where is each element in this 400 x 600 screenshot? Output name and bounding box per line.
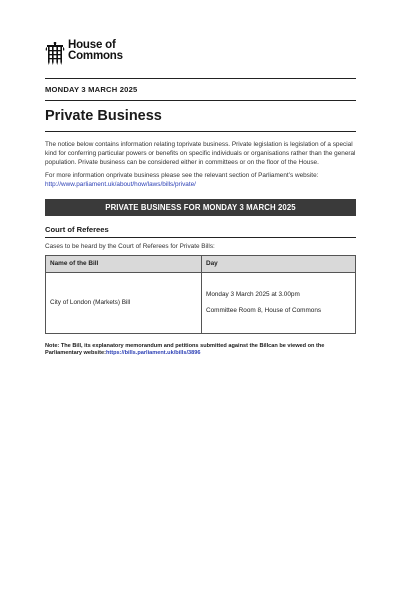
logo-line-1: House of bbox=[68, 39, 116, 51]
logo-line-2: Commons bbox=[68, 50, 123, 62]
table-header-row bbox=[46, 255, 356, 272]
hearing-location: Committee Room 8, House of Commons bbox=[206, 307, 322, 315]
private-business-banner: PRIVATE BUSINESS FOR MONDAY 3 MARCH 2025 bbox=[45, 199, 356, 216]
title-divider bbox=[45, 131, 356, 132]
bill-name-cell: City of London (Markets) Bill bbox=[46, 272, 202, 333]
document-page bbox=[45, 40, 356, 358]
portcullis-icon bbox=[45, 42, 65, 66]
bills-table bbox=[45, 255, 356, 334]
bill-link[interactable]: https://bills.parliament.uk/bills/3896 bbox=[105, 350, 201, 357]
intro-paragraph: The notice below contains information relating toprivate business. Private legislation is legislation of a special kind for conferring particular powers or benefits on specific individuals or organisations rather than the general population. Private business can be considered either in committees or on the floor of the House. bbox=[45, 141, 356, 166]
house-of-commons-logo bbox=[45, 40, 356, 70]
day-cell bbox=[202, 272, 356, 333]
logo-wordmark bbox=[68, 40, 123, 62]
note-text: Note: The Bill, its explanatory memorandum and petitions submitted against the Billcan be viewed on the Parliamentary website: bbox=[45, 342, 325, 357]
page-title: Private Business bbox=[45, 108, 162, 124]
bill-note bbox=[45, 343, 356, 358]
section-heading-court-of-referees: Court of Referees bbox=[45, 225, 356, 238]
private-bills-link[interactable]: http://www.parliament.uk/about/how/laws/bills/private/ bbox=[45, 181, 196, 189]
more-info-paragraph bbox=[45, 172, 356, 190]
header-bill-name: Name of the Bill bbox=[46, 255, 202, 272]
table-row bbox=[46, 272, 356, 333]
more-info-text: For more information onprivate business please see the relevant section of Parliament’s website: bbox=[45, 172, 319, 180]
hearing-datetime: Monday 3 March 2025 at 3.00pm bbox=[206, 291, 300, 299]
section-intro: Cases to be heard by the Court of Referees for Private Bills: bbox=[45, 242, 215, 250]
header-day: Day bbox=[202, 255, 356, 272]
document-date: MONDAY 3 MARCH 2025 bbox=[45, 85, 138, 94]
